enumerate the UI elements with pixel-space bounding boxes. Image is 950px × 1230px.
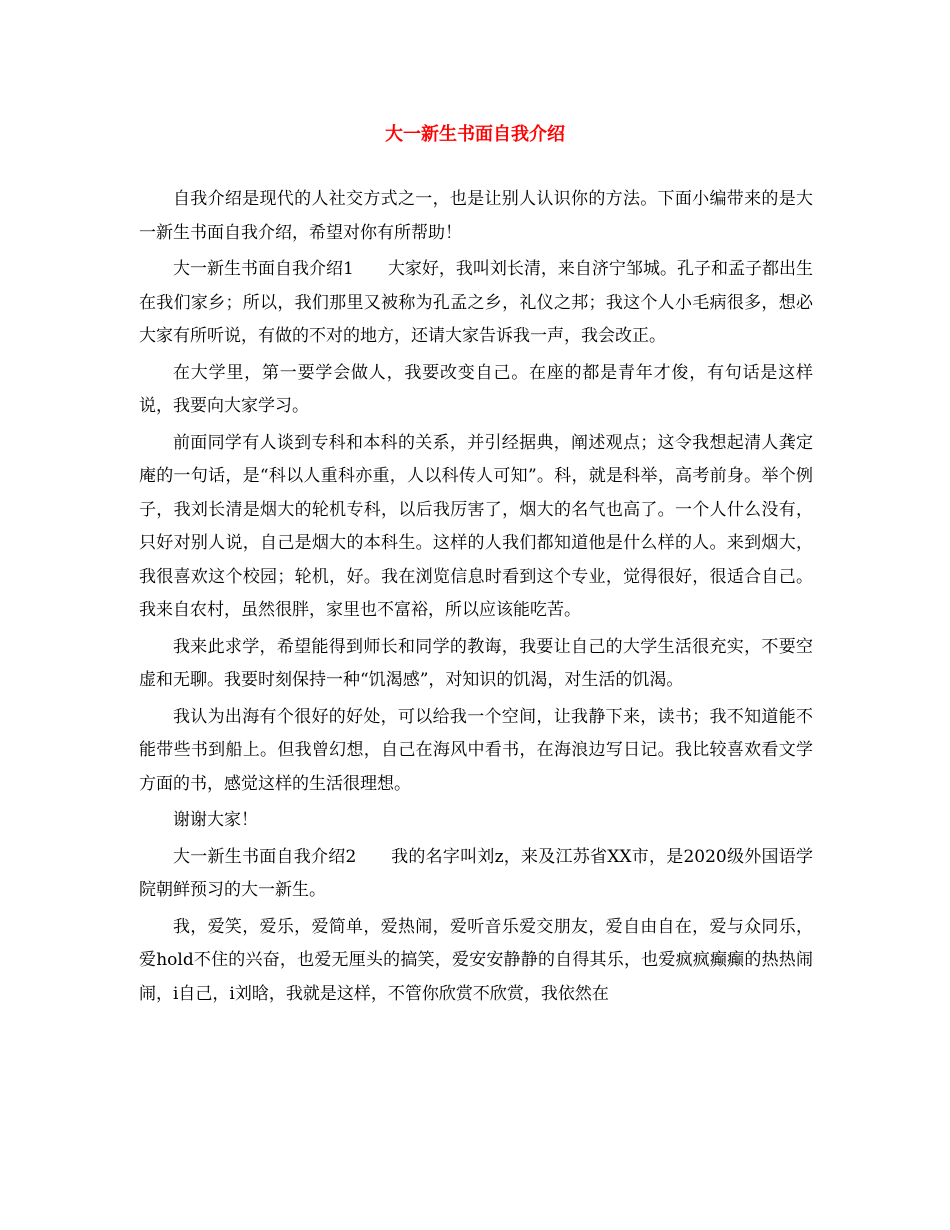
paragraph-thanks: 谢谢大家！ — [173, 810, 258, 830]
document-title: 大一新生书面自我介绍 — [385, 124, 565, 145]
paragraph-personality: 我，爱笑，爱乐，爱简单，爱热闹，爱听音乐爱交朋友，爱自由自在，爱与众同乐，爱hold不住的兴奋，也爱无厘头的搞笑，爱安安静静的自得其乐，也爱疯疯癫癫的热热闹闹，i自己，i刘晗，我就是这样，不管你欣赏不欣赏，我依然在 — [139, 916, 813, 1004]
paragraph-intro-2: 大一新生书面自我介绍2 我的名字叫刘z，来及江苏省XX市，是2020级外国语学院朝鲜预习的大一新生。 — [139, 846, 813, 900]
paragraph-university: 在大学里，第一要学会做人，我要改变自己。在座的都是青年才俊，有句话是这样说，我要向大家学习。 — [139, 362, 813, 416]
paragraph-intro: 自我介绍是现代的人社交方式之一，也是让别人认识你的方法。下面小编带来的是大一新生书面自我介绍，希望对你有所帮助！ — [139, 189, 813, 243]
paragraph-major: 前面同学有人谈到专科和本科的关系，并引经据典，阐述观点；这令我想起清人龚定庵的一句话，是“科以人重科亦重，人以科传人可知”。科，就是科举，高考前身。举个例子，我刘长清是烟大的轮机专科，以后我厉害了，烟大的名气也高了。一个人什么没有，只好对别人说，自己是烟大的本科生。这样的人我们都知道他是什么样的人。来到烟大，我很喜欢这个校园；轮机，好。我在浏览信息时看到这个专业，觉得很好，很适合自己。我来自农村，虽然很胖，家里也不富裕，所以应该能吃苦。 — [139, 432, 813, 620]
paragraph-sea: 我认为出海有个很好的好处，可以给我一个空间，让我静下来，读书；我不知道能不能带些书到船上。但我曾幻想，自己在海风中看书，在海浪边写日记。我比较喜欢看文学方面的书，感觉这样的生活很理想。 — [139, 706, 813, 794]
paragraph-intro-1: 大一新生书面自我介绍1 大家好，我叫刘长清，来自济宁邹城。孔子和孟子都出生在我们家乡；所以，我们那里又被称为孔孟之乡，礼仪之邦；我这个人小毛病很多，想必大家有所听说，有做的不对的地方，还请大家告诉我一声，我会改正。 — [139, 259, 813, 346]
document-body — [139, 183, 813, 1014]
paragraph-study-goal: 我来此求学，希望能得到师长和同学的教诲，我要让自己的大学生活很充实，不要空虚和无聊。我要时刻保持一种“饥渴感”，对知识的饥渴，对生活的饥渴。 — [139, 636, 813, 690]
